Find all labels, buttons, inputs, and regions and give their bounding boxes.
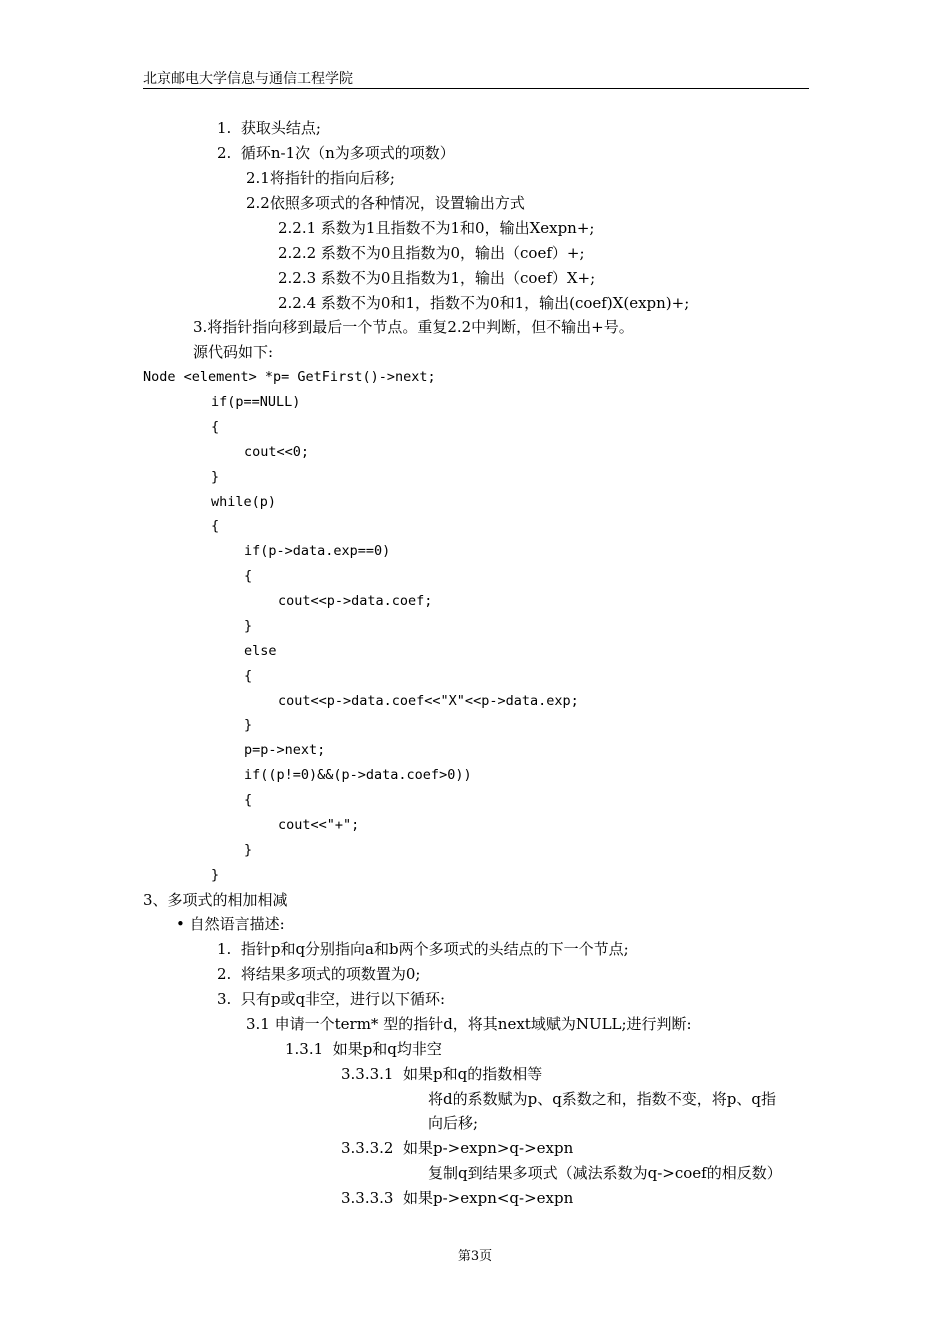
code-line: cout<<p->data.coef<<"X"<<p->data.exp; <box>278 693 579 709</box>
code-line: if(p==NULL) <box>211 394 301 410</box>
code-line: else <box>244 643 277 659</box>
text-line: 2.2.3 系数不为0且指数为1，输出（coef）X+; <box>278 269 596 287</box>
page-number: 第3页 <box>457 1249 493 1264</box>
text-line: 3、多项式的相加相减 <box>143 891 288 909</box>
code-line: { <box>244 568 253 584</box>
text-line: 3.1 申请一个term* 型的指针d，将其next域赋为NULL;进行判断: <box>246 1015 692 1033</box>
text-line: 1.3.1 如果p和q均非空 <box>285 1040 442 1058</box>
code-line: if((p!=0)&&(p->data.coef>0)) <box>244 767 472 783</box>
code-line: } <box>211 469 220 485</box>
text-line: 向后移; <box>428 1114 479 1132</box>
text-line: 3.将指针指向移到最后一个节点。重复2.2中判断，但不输出+号。 <box>193 318 634 336</box>
text-line: 2.2.1 系数为1且指数不为1和0，输出Xexpn+; <box>278 219 595 237</box>
text-line: 2.2.4 系数不为0和1，指数不为0和1，输出(coef)X(expn)+; <box>278 294 690 312</box>
text-line: 1. 指针p和q分别指向a和b两个多项式的头结点的下一个节点; <box>217 940 629 958</box>
code-line: } <box>244 618 253 634</box>
code-line: while(p) <box>211 494 277 510</box>
code-line: p=p->next; <box>244 742 326 758</box>
text-line: 1. 获取头结点; <box>217 119 321 137</box>
text-line: 3.3.3.3 如果p->expn<q->expn <box>341 1189 574 1207</box>
text-line: 2.2.2 系数不为0且指数为0，输出（coef）+; <box>278 244 585 262</box>
text-line: 2.1将指针的指向后移; <box>246 169 395 187</box>
code-line: { <box>211 419 220 435</box>
text-line: 3.3.3.1 如果p和q的指数相等 <box>341 1065 543 1083</box>
code-line: if(p->data.exp==0) <box>244 543 391 559</box>
text-line: 将d的系数赋为p、q系数之和，指数不变，将p、q指 <box>428 1090 777 1108</box>
code-line: } <box>211 867 220 883</box>
code-line: } <box>244 842 253 858</box>
page-header-title: 北京邮电大学信息与通信工程学院 <box>143 71 353 87</box>
code-line: cout<<p->data.coef; <box>278 593 433 609</box>
header-divider <box>143 88 809 89</box>
code-line: { <box>211 518 220 534</box>
text-line: 2.2依照多项式的各种情况，设置输出方式 <box>246 194 525 212</box>
text-line: 源代码如下: <box>193 343 274 361</box>
code-line: cout<<0; <box>244 444 310 460</box>
code-line: { <box>244 792 253 808</box>
text-line: 2. 循环n-1次（n为多项式的项数） <box>217 144 455 162</box>
text-line: 2. 将结果多项式的项数置为0; <box>217 965 421 983</box>
text-line: 复制q到结果多项式（减法系数为q->coef的相反数） <box>428 1164 782 1182</box>
text-line: 3. 只有p或q非空，进行以下循环: <box>217 990 446 1008</box>
code-line: Node <element> *p= GetFirst()->next; <box>143 369 436 385</box>
code-line: } <box>244 717 253 733</box>
text-line: • 自然语言描述: <box>176 915 285 933</box>
text-line: 3.3.3.2 如果p->expn>q->expn <box>341 1139 574 1157</box>
code-line: cout<<"+"; <box>278 817 360 833</box>
code-line: { <box>244 668 253 684</box>
